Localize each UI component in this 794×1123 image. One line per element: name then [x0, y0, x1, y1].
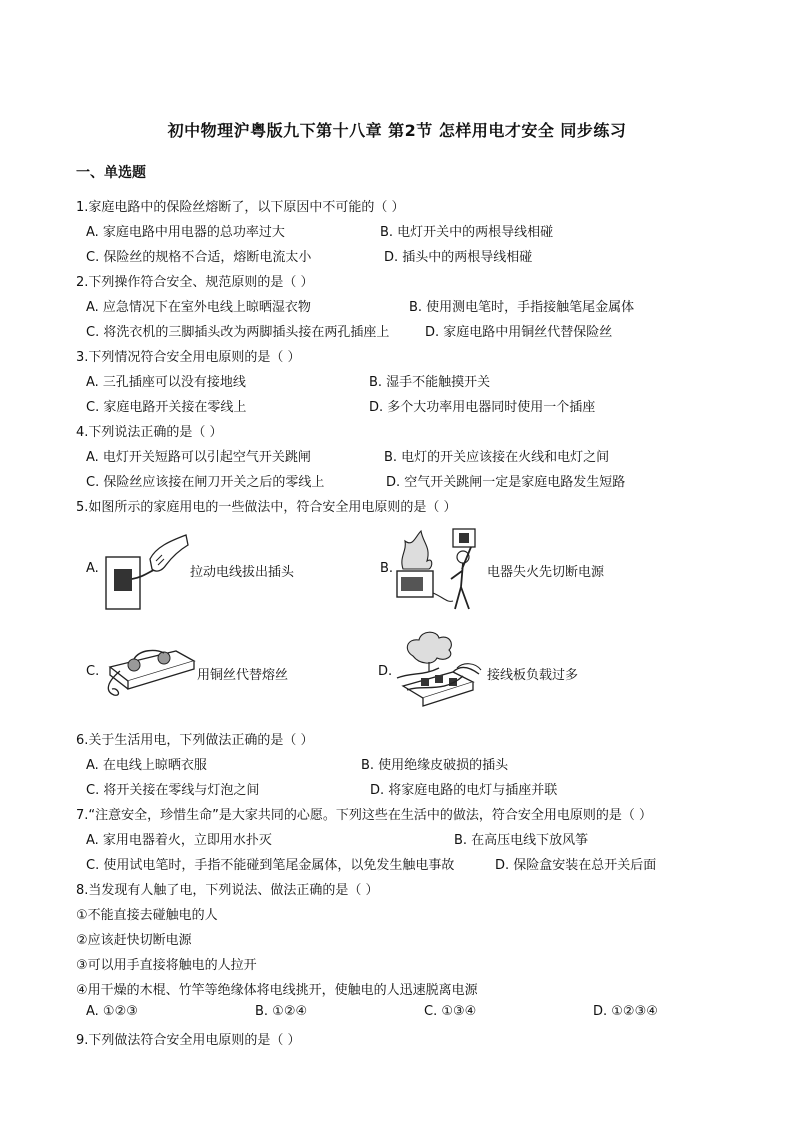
appliance-fire-illustration — [393, 523, 489, 613]
question-1-stem: 1.家庭电路中的保险丝熔断了，以下原因中不可能的（ ） — [76, 200, 405, 215]
question-1-option-c: C. 保险丝的规格不合适，熔断电流太小 — [86, 250, 312, 265]
question-8-statement-4: ④用干燥的木棍、竹竿等绝缘体将电线挑开，使触电的人迅速脱离电源 — [76, 983, 478, 998]
question-7-option-d: D. 保险盒安装在总开关后面 — [495, 858, 657, 873]
question-5-option-a-text: 拉动电线拔出插头 — [190, 565, 295, 580]
question-8-statement-3: ③可以用手直接将触电的人拉开 — [76, 958, 257, 973]
question-6-option-d: D. 将家庭电路的电灯与插座并联 — [370, 783, 558, 798]
question-2-option-b: B. 使用测电笔时，手指接触笔尾金属体 — [409, 300, 635, 315]
question-8-option-b: B. ①②④ — [255, 1004, 308, 1019]
question-2-option-d: D. 家庭电路中用铜丝代替保险丝 — [425, 325, 613, 340]
question-5-stem: 5.如图所示的家庭用电的一些做法中，符合安全用电原则的是（ ） — [76, 500, 457, 515]
question-3-stem: 3.下列情况符合安全用电原则的是（ ） — [76, 350, 301, 365]
pull-cord-illustration — [100, 527, 192, 615]
question-5-option-d-text: 接线板负载过多 — [487, 668, 579, 683]
question-8-stem: 8.当发现有人触了电，下列说法、做法正确的是（ ） — [76, 883, 379, 898]
question-1-option-d: D. 插头中的两根导线相碰 — [384, 250, 533, 265]
question-8-option-d: D. ①②③④ — [593, 1004, 658, 1019]
copper-wire-fuse-illustration — [100, 631, 198, 709]
question-6-option-a: A. 在电线上晾晒衣服 — [86, 758, 207, 773]
question-8-statement-1: ①不能直接去碰触电的人 — [76, 908, 218, 923]
question-2-option-a: A. 应急情况下在室外电线上晾晒湿衣物 — [86, 300, 311, 315]
question-4-option-c: C. 保险丝应该接在闸刀开关之后的零线上 — [86, 475, 325, 490]
question-8-statement-2: ②应该赶快切断电源 — [76, 933, 192, 948]
question-5-option-a-letter: A. — [86, 561, 99, 576]
question-5-option-d-letter: D. — [378, 664, 393, 679]
section-heading: 一、单选题 — [76, 165, 146, 181]
question-3-option-a: A. 三孔插座可以没有接地线 — [86, 375, 246, 390]
question-2-stem: 2.下列操作符合安全、规范原则的是（ ） — [76, 275, 314, 290]
page-title: 初中物理沪粤版九下第十八章 第2节 怎样用电才安全 同步练习 — [167, 121, 627, 140]
question-4-option-b: B. 电灯的开关应该接在火线和电灯之间 — [384, 450, 610, 465]
question-8-option-a: A. ①②③ — [86, 1004, 138, 1019]
question-5-option-c-text: 用铜丝代替熔丝 — [197, 668, 289, 683]
overloaded-power-strip-illustration — [393, 628, 483, 712]
question-4-stem: 4.下列说法正确的是（ ） — [76, 425, 223, 440]
question-3-option-d: D. 多个大功率用电器同时使用一个插座 — [369, 400, 596, 415]
question-7-option-b: B. 在高压电线下放风筝 — [454, 833, 589, 848]
question-6-option-c: C. 将开关接在零线与灯泡之间 — [86, 783, 260, 798]
question-3-option-c: C. 家庭电路开关接在零线上 — [86, 400, 247, 415]
question-1-option-b: B. 电灯开关中的两根导线相碰 — [380, 225, 554, 240]
question-3-option-b: B. 湿手不能触摸开关 — [369, 375, 491, 390]
question-5-option-c-letter: C. — [86, 664, 100, 679]
question-6-stem: 6.关于生活用电，下列做法正确的是（ ） — [76, 733, 314, 748]
question-6-option-b: B. 使用绝缘皮破损的插头 — [361, 758, 509, 773]
question-8-option-c: C. ①③④ — [424, 1004, 477, 1019]
question-9-stem: 9.下列做法符合安全用电原则的是（ ） — [76, 1033, 301, 1048]
question-4-option-d: D. 空气开关跳闸一定是家庭电路发生短路 — [386, 475, 626, 490]
question-2-option-c: C. 将洗衣机的三脚插头改为两脚插头接在两孔插座上 — [86, 325, 390, 340]
question-7-stem: 7.“注意安全，珍惜生命”是大家共同的心愿。下列这些在生活中的做法，符合安全用电原则的是（ ） — [76, 808, 653, 823]
question-5-option-b-letter: B. — [380, 561, 394, 576]
question-7-option-c: C. 使用试电笔时，手指不能碰到笔尾金属体，以免发生触电事故 — [86, 858, 455, 873]
question-1-option-a: A. 家庭电路中用电器的总功率过大 — [86, 225, 285, 240]
question-4-option-a: A. 电灯开关短路可以引起空气开关跳闸 — [86, 450, 311, 465]
question-5-option-b-text: 电器失火先切断电源 — [487, 565, 605, 580]
question-7-option-a: A. 家用电器着火，立即用水扑灭 — [86, 833, 272, 848]
